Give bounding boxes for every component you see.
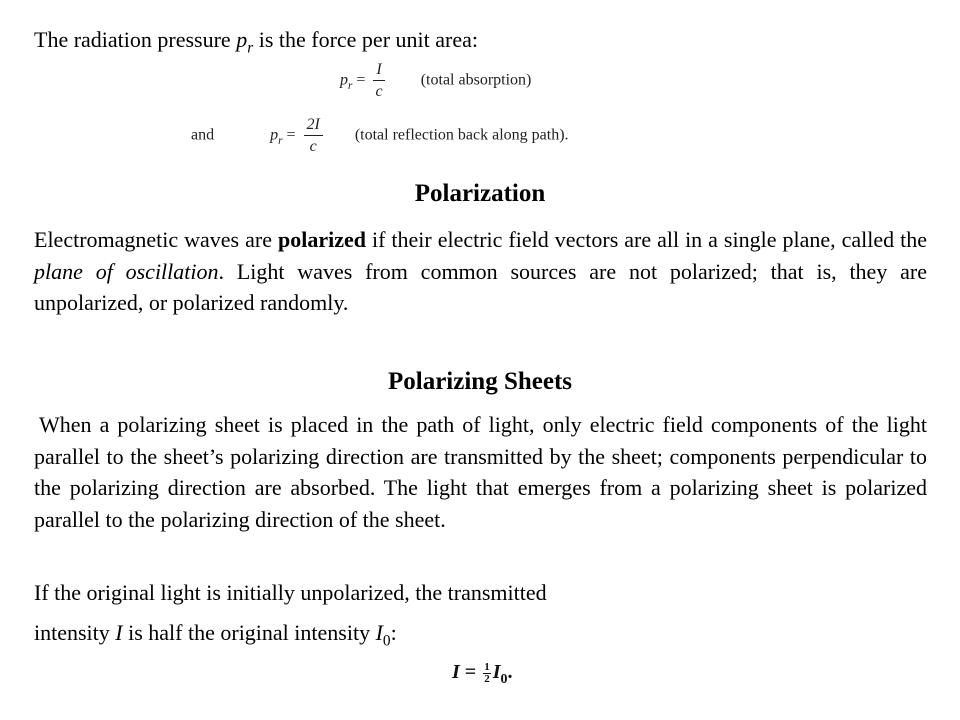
unpolarized-line-2 — [34, 617, 927, 656]
eq2-numerator: 2I — [304, 117, 323, 136]
sheets-paragraph — [34, 409, 927, 535]
unpolarized-line-1: If the original light is initially unpolarized, the transmitted — [34, 580, 547, 605]
heading-polarization: Polarization — [414, 180, 546, 207]
eq1-equals: = — [356, 71, 366, 89]
sheets-paragraph-text: When a polarizing sheet is placed in the path of light, only electric field components of the light parallel to the sheet’s polarizing direction are transmitted by the sheet; components perpendicular to the polarizing direction are absorbed. The light that emerges from a polarizing sheet is polarized parallel to the polarizing direction of the sheet. — [34, 412, 927, 532]
eq2-note: (total reflection back along path). — [354, 126, 569, 144]
eq3-equals: = — [464, 661, 477, 684]
intro-suffix: is the force per unit area: — [253, 27, 478, 52]
intro-prefix: The radiation pressure — [34, 27, 237, 52]
intensity-text-a: intensity — [34, 620, 116, 645]
intensity-symbol: I — [115, 620, 123, 645]
eq3-denominator: 2 — [484, 673, 490, 685]
eq3-rhs: I — [492, 661, 501, 684]
eq2-denominator: c — [309, 138, 317, 155]
original-intensity-symbol: I — [375, 620, 383, 645]
intro-subscript: r — [247, 39, 254, 57]
equation-reflection — [191, 117, 569, 155]
eq3-lhs: I — [452, 661, 460, 684]
eq3-end: . — [507, 661, 513, 684]
eq1-note: (total absorption) — [420, 71, 532, 89]
intensity-text-b: is half the original intensity — [122, 620, 376, 645]
eq3-numerator: 1 — [484, 661, 490, 673]
polarization-text-b: if their electric field vectors are all in a single plane, called the — [365, 227, 927, 252]
polarization-text-a: Electromagnetic waves are — [34, 227, 278, 252]
polarization-italic-term: plane of oscillation — [34, 258, 219, 284]
intro-symbol: p — [236, 27, 248, 52]
eq3-fraction — [483, 662, 491, 685]
eq1-numerator: I — [373, 62, 384, 81]
eq2-and: and — [191, 126, 215, 144]
polarization-paragraph — [34, 224, 927, 319]
equation-absorption — [340, 62, 531, 100]
polarization-bold-term: polarized — [277, 227, 366, 252]
original-intensity-sub: 0 — [382, 632, 391, 650]
eq1-denominator: c — [375, 83, 383, 100]
eq1-lhs-sub: r — [348, 79, 353, 92]
eq1-lhs: p — [340, 71, 348, 89]
eq2-lhs-sub: r — [278, 134, 283, 147]
eq3-rhs-sub: 0 — [500, 672, 508, 688]
polarization-text-c: . Light waves from common sources are not polarized; that is, they are unpolarized, or polarized randomly. — [34, 258, 927, 315]
eq2-lhs: p — [270, 126, 279, 144]
heading-polarizing-sheets: Polarizing Sheets — [387, 368, 572, 395]
eq1-fraction — [373, 62, 384, 100]
intro-text — [34, 24, 927, 63]
eq2-fraction — [304, 117, 323, 155]
eq2-equals: = — [286, 126, 296, 144]
equation-half-intensity — [452, 662, 513, 687]
intensity-text-c: : — [390, 620, 397, 645]
